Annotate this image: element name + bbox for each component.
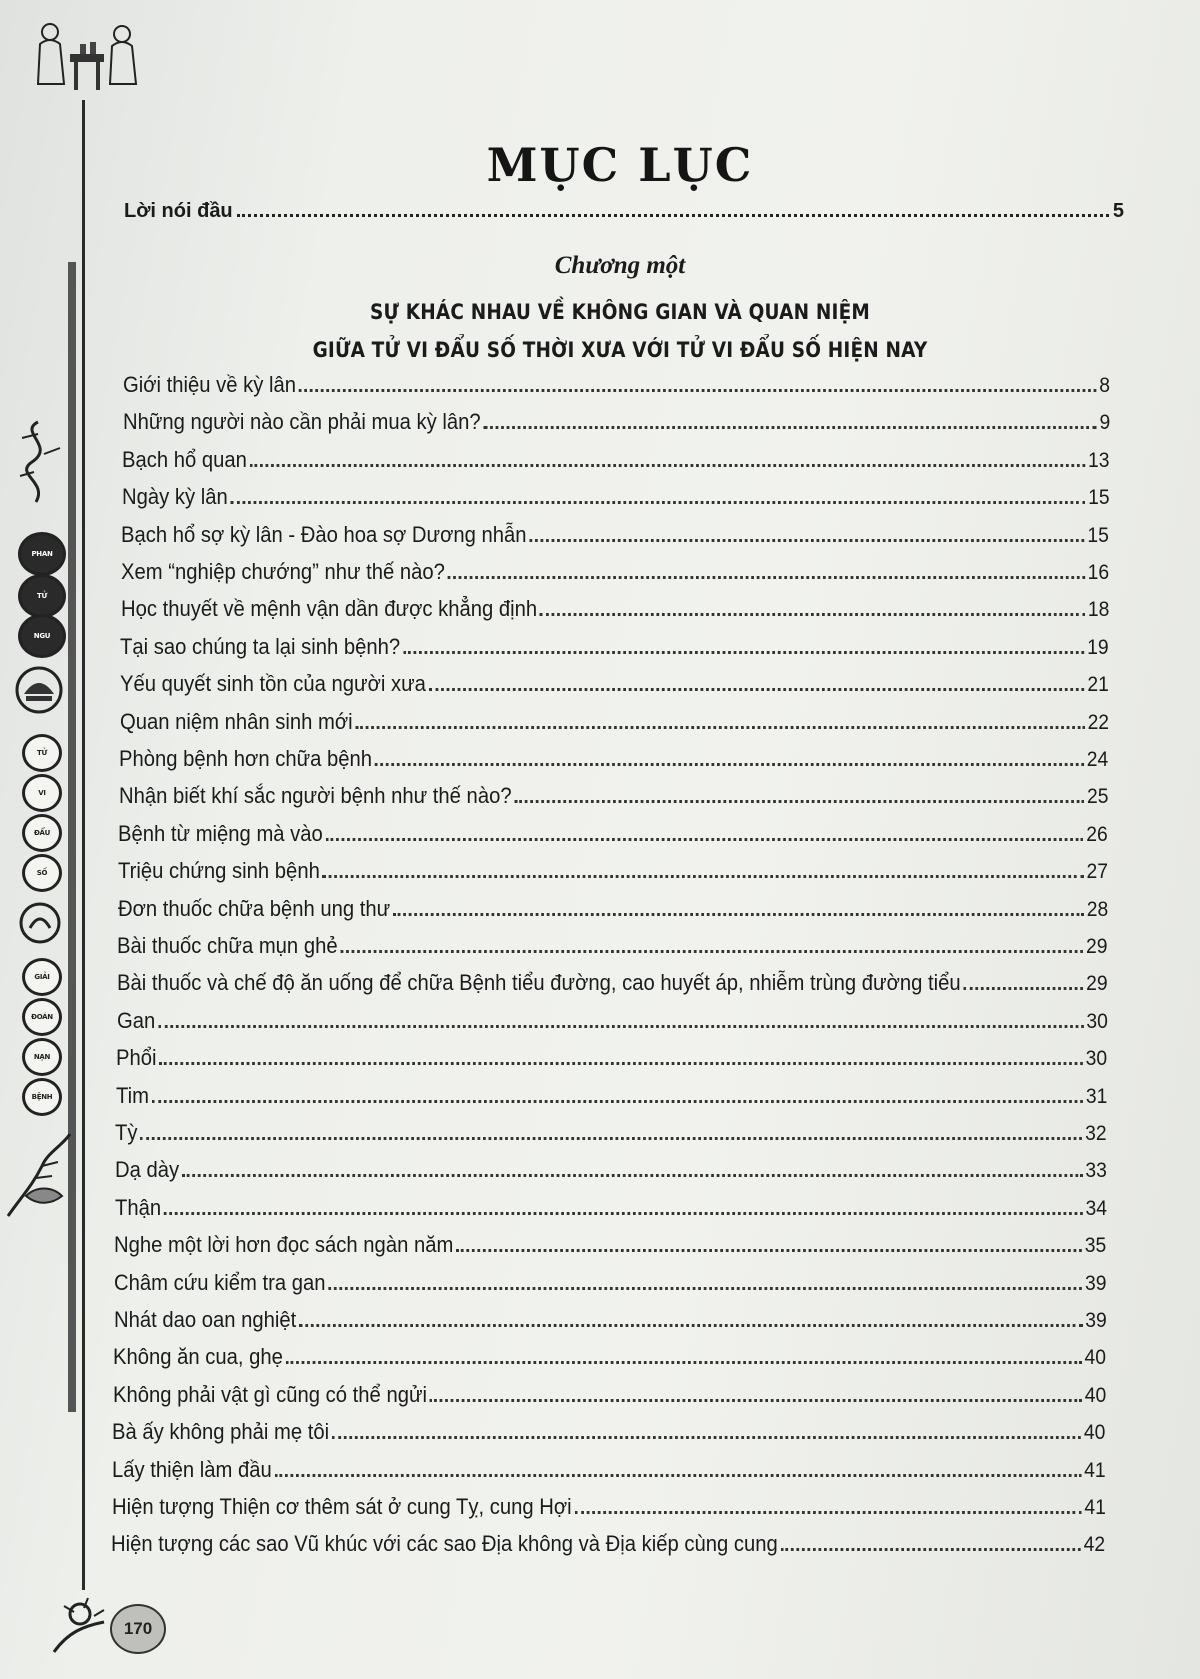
toc-row bbox=[123, 368, 1110, 398]
leader-dots bbox=[299, 1324, 1082, 1327]
leader-dots bbox=[332, 1436, 1081, 1439]
leader-dots bbox=[375, 763, 1084, 766]
toc-row bbox=[121, 592, 1109, 622]
leader-dots bbox=[158, 1025, 1084, 1028]
side-badge: NẠN bbox=[22, 1038, 62, 1076]
leader-dots bbox=[159, 1062, 1083, 1065]
toc-row bbox=[120, 667, 1109, 697]
toc-entry-page: 29 bbox=[1086, 935, 1108, 958]
toc-entry-page: 27 bbox=[1086, 860, 1109, 884]
toc-row bbox=[119, 742, 1108, 772]
toc-row bbox=[121, 555, 1109, 585]
toc-row bbox=[115, 1153, 1107, 1183]
side-badge: VI bbox=[22, 774, 62, 812]
side-badge: ĐẨU bbox=[22, 814, 62, 852]
toc-row bbox=[116, 1041, 1107, 1071]
toc-entry-label: Lấy thiện làm đầu bbox=[111, 1456, 272, 1482]
toc-entry-label: Phổi bbox=[116, 1045, 157, 1071]
page-title: MỤC LỤC bbox=[486, 138, 754, 192]
leader-dots bbox=[963, 987, 1083, 990]
toc-entry-label: Quan niệm nhân sinh mới bbox=[119, 708, 353, 734]
toc-entry-page: 35 bbox=[1085, 1234, 1107, 1258]
toc-row bbox=[113, 1378, 1106, 1408]
toc-entry-page: 42 bbox=[1083, 1533, 1106, 1557]
leader-dots bbox=[448, 576, 1085, 579]
toc-row bbox=[122, 480, 1110, 510]
toc-entry-page: 18 bbox=[1087, 598, 1110, 622]
side-badge: NGU bbox=[18, 614, 66, 658]
toc-entry-page: 39 bbox=[1084, 1309, 1107, 1332]
leader-dots bbox=[403, 651, 1084, 654]
toc-row bbox=[117, 1004, 1108, 1034]
page-number: 170 bbox=[110, 1604, 166, 1654]
toc-row bbox=[114, 1228, 1106, 1258]
toc-row bbox=[120, 705, 1109, 735]
toc-entry-page: 22 bbox=[1087, 710, 1109, 734]
toc-entry-label: Hiện tượng các sao Vũ khúc với các sao Địa không và Địa kiếp cùng cung bbox=[111, 1531, 778, 1557]
leader-dots bbox=[341, 950, 1084, 953]
toc-row bbox=[121, 518, 1109, 548]
toc-row bbox=[113, 1340, 1106, 1370]
leader-dots bbox=[328, 1287, 1082, 1290]
side-badge: TỬ bbox=[22, 734, 62, 772]
chapter-heading-line-2: GIỮA TỬ VI ĐẨU SỐ THỜI XƯA VỚI TỬ VI ĐẨU SỐ HIỆN NAY bbox=[312, 338, 928, 362]
toc-row bbox=[114, 1266, 1107, 1296]
toc-entry-label: Nhận biết khí sắc người bệnh như thế nào? bbox=[118, 783, 512, 809]
leader-dots bbox=[483, 426, 1096, 429]
toc-entry-page: 33 bbox=[1085, 1159, 1107, 1183]
toc-entry-page: 15 bbox=[1088, 486, 1110, 510]
toc-entry-label: Đơn thuốc chữa bệnh ung thư bbox=[117, 895, 390, 921]
toc-entry-page: 29 bbox=[1086, 972, 1108, 996]
side-badge: TỬ bbox=[18, 574, 66, 618]
toc-entry-label: Không ăn cua, ghẹ bbox=[113, 1344, 284, 1370]
toc-entry-page: 8 bbox=[1099, 374, 1110, 397]
toc-entry-page: 34 bbox=[1085, 1196, 1107, 1220]
toc-entry-page: 30 bbox=[1085, 1047, 1108, 1071]
leader-dots bbox=[182, 1174, 1083, 1177]
toc-entry-label: Giới thiệu về kỳ lân bbox=[123, 372, 297, 397]
toc-entry-label: Gan bbox=[116, 1007, 155, 1033]
toc-entry-page: 9 bbox=[1099, 411, 1110, 435]
side-badge: PHAN bbox=[18, 532, 66, 576]
side-badge: GIẢI bbox=[22, 958, 62, 996]
toc-row bbox=[112, 1415, 1105, 1445]
toc-entry-page: 13 bbox=[1088, 448, 1110, 472]
toc-entry-page: 24 bbox=[1086, 748, 1109, 771]
toc-entry-label: Bài thuốc chữa mụn ghẻ bbox=[117, 933, 338, 958]
leader-dots bbox=[164, 1212, 1083, 1215]
leader-dots bbox=[141, 1137, 1083, 1140]
leader-dots bbox=[152, 1100, 1083, 1103]
toc-entry-page: 40 bbox=[1084, 1421, 1106, 1445]
side-badge: BỆNH bbox=[22, 1078, 62, 1116]
toc-entry-label: Hiện tượng Thiện cơ thêm sát ở cung Tỵ, cung Hợi bbox=[111, 1494, 572, 1519]
toc-entry-label: Xem “nghiệp chướng” như thế nào? bbox=[121, 559, 446, 584]
toc-entry-page: 5 bbox=[1112, 200, 1124, 222]
toc-entry-label: Phòng bệnh hơn chữa bệnh bbox=[119, 746, 373, 771]
toc-row bbox=[119, 779, 1109, 809]
toc-entry-label: Nhát dao oan nghiệt bbox=[113, 1307, 296, 1332]
toc-entry-label: Bạch hổ sợ kỳ lân - Đào hoa sợ Dương nhẫn bbox=[121, 521, 528, 547]
leader-dots bbox=[429, 688, 1085, 691]
chapter-name: Chương một bbox=[554, 252, 686, 279]
toc-row bbox=[123, 405, 1110, 435]
toc-entry-page: 28 bbox=[1086, 897, 1108, 921]
toc-entry-page: 32 bbox=[1085, 1122, 1107, 1145]
toc-entry-label: Những người nào cần phải mua kỳ lân? bbox=[122, 409, 481, 435]
toc-row bbox=[115, 1191, 1107, 1221]
toc-entry-label: Châm cứu kiểm tra gan bbox=[113, 1269, 326, 1295]
toc-entry-page: 40 bbox=[1084, 1383, 1106, 1407]
toc-row bbox=[116, 1079, 1107, 1109]
toc-entry-page: 15 bbox=[1087, 523, 1110, 547]
toc-entry-label: Lời nói đầu bbox=[124, 200, 233, 222]
leader-dots bbox=[355, 726, 1084, 729]
toc-entry-page: 16 bbox=[1087, 561, 1110, 584]
toc-entry-page: 41 bbox=[1083, 1496, 1106, 1519]
toc-row bbox=[115, 1116, 1107, 1146]
toc-entry-label: Tỳ bbox=[115, 1120, 138, 1145]
toc-entry-label: Nghe một lời hơn đọc sách ngàn năm bbox=[114, 1232, 454, 1258]
toc-entry-page: 30 bbox=[1085, 1009, 1108, 1033]
side-badge: SỐ bbox=[22, 854, 62, 892]
toc-row bbox=[118, 817, 1108, 847]
leader-dots bbox=[275, 1474, 1082, 1477]
leader-dots bbox=[299, 389, 1097, 392]
toc-row bbox=[117, 966, 1108, 996]
leader-dots bbox=[781, 1548, 1081, 1551]
leader-dots bbox=[230, 501, 1085, 504]
toc-entry-label: Triệu chứng sinh bệnh bbox=[118, 858, 320, 884]
toc-entry-label: Dạ dày bbox=[115, 1157, 180, 1183]
toc-entry-label: Bạch hổ quan bbox=[122, 446, 248, 472]
leader-dots bbox=[430, 1399, 1082, 1402]
leader-dots bbox=[514, 800, 1084, 803]
leader-dots bbox=[326, 838, 1084, 841]
toc-row bbox=[120, 630, 1109, 660]
toc-row bbox=[111, 1527, 1105, 1557]
toc-entry-label: Thận bbox=[114, 1194, 161, 1220]
side-badge: ĐOÁN bbox=[22, 998, 62, 1036]
toc-entry-page: 39 bbox=[1084, 1271, 1107, 1295]
leader-dots bbox=[286, 1361, 1082, 1364]
toc-entry-page: 25 bbox=[1086, 785, 1109, 809]
leader-dots bbox=[323, 875, 1084, 878]
chapter-heading-line-1: SỰ KHÁC NHAU VỀ KHÔNG GIAN VÀ QUAN NIỆM bbox=[370, 300, 870, 324]
toc-entry-page: 41 bbox=[1084, 1458, 1106, 1482]
toc-entry-label: Tim bbox=[115, 1082, 149, 1108]
toc-entry-label: Học thuyết về mệnh vận dần được khẳng định bbox=[120, 596, 537, 622]
toc-entry-label: Ngày kỳ lân bbox=[121, 484, 228, 510]
toc-row bbox=[112, 1453, 1106, 1483]
leader-dots bbox=[456, 1249, 1082, 1252]
toc-entry-label: Bệnh từ miệng mà vào bbox=[118, 820, 324, 846]
toc-row bbox=[118, 854, 1108, 884]
toc-entry-page: 26 bbox=[1086, 822, 1109, 846]
toc-row bbox=[114, 1303, 1107, 1333]
toc-row bbox=[122, 443, 1109, 473]
leader-dots bbox=[574, 1511, 1081, 1514]
toc-entry-label: Bà ấy không phải mẹ tôi bbox=[112, 1419, 330, 1445]
toc-entry-page: 40 bbox=[1084, 1346, 1107, 1370]
leader-dots bbox=[540, 613, 1085, 616]
leader-dots bbox=[250, 464, 1086, 467]
toc-entry-label: Bài thuốc và chế độ ăn uống để chữa Bệnh tiểu đường, cao huyết áp, nhiễm trùng đường tiểu bbox=[116, 970, 961, 996]
leader-dots bbox=[530, 539, 1085, 542]
leader-dots bbox=[393, 913, 1084, 916]
toc-entry-page: 19 bbox=[1087, 635, 1109, 659]
toc-entry-page: 21 bbox=[1087, 673, 1109, 697]
toc-entry-label: Tại sao chúng ta lại sinh bệnh? bbox=[120, 633, 401, 659]
toc-entry-label: Yếu quyết sinh tồn của người xưa bbox=[119, 671, 426, 697]
toc-entry-page: 31 bbox=[1085, 1084, 1108, 1108]
toc-row bbox=[117, 929, 1107, 959]
toc-entry-label: Không phải vật gì cũng có thể ngửi bbox=[112, 1381, 427, 1407]
toc-row bbox=[118, 892, 1108, 922]
toc-row bbox=[112, 1490, 1106, 1520]
